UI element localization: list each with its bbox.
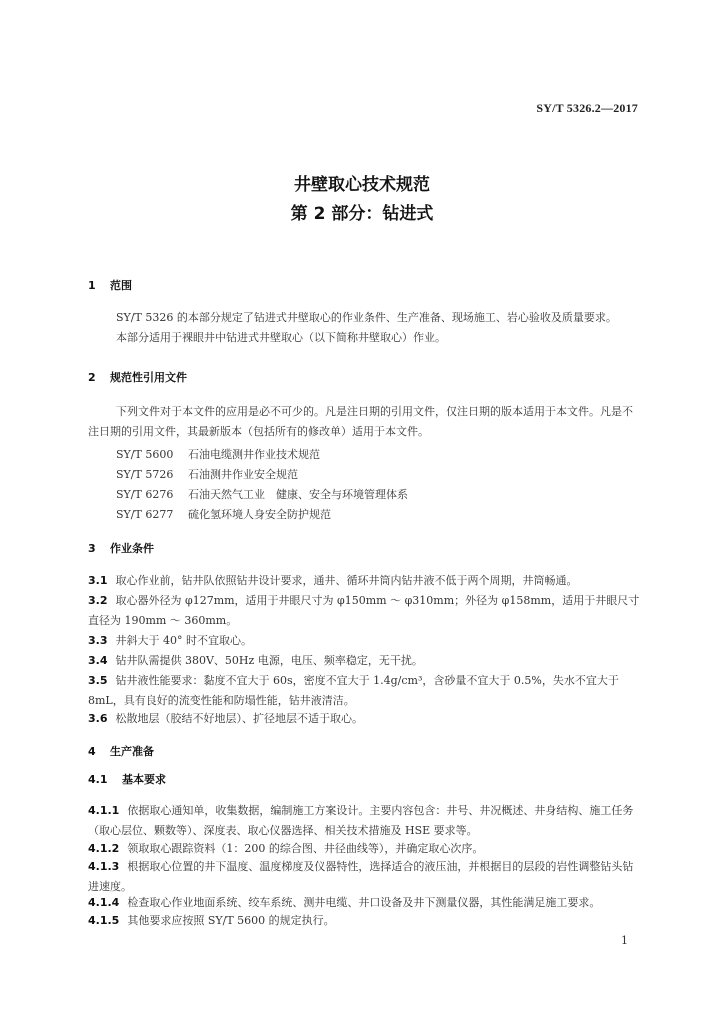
reference-item	[116, 466, 298, 482]
clause-number: 3.2	[88, 594, 108, 607]
clause-item	[88, 591, 640, 631]
clause-number: 3.1	[88, 574, 108, 587]
section-number: 3	[88, 542, 96, 555]
clause-text: 钻井液性能要求：黏度不宜大于 60s，密度不宜大于 1.4g/cm³，含砂量不宜大于 0.5%，失水不宜大于 8mL，具有良好的流变性能和防塌性能，钻井液清洁。	[88, 674, 619, 707]
section-1-heading	[88, 277, 132, 293]
clause-text: 取心器外径为 φ127mm，适用于井眼尺寸为 φ150mm ～ φ310mm；外径为 φ158mm，适用于井眼尺寸直径为 190mm ～ 360mm。	[88, 594, 640, 627]
section-4-heading	[88, 743, 154, 759]
clause-number: 4.1.1	[88, 804, 120, 817]
reference-name: 石油天然气工业 健康、安全与环境管理体系	[188, 488, 408, 501]
clause-item	[88, 709, 640, 729]
clause-text: 根据取心位置的井下温度、温度梯度及仪器特性，选择适合的液压油，并根据目的层段的岩性调整钻头钻进速度。	[88, 860, 634, 893]
page-number: 1	[621, 934, 628, 947]
clause-text: 井斜大于 40° 时不宜取心。	[115, 634, 252, 647]
section-number: 1	[88, 279, 96, 292]
clause-number: 4.1.5	[88, 914, 120, 927]
clause-number: 4.1.3	[88, 860, 120, 873]
section-title: 作业条件	[110, 542, 154, 555]
section-title: 生产准备	[110, 745, 154, 758]
clause-text: 取心作业前，钻井队依照钻井设计要求，通井、循环井筒内钻井液不低于两个周期，井筒畅通。	[115, 574, 578, 587]
clause-text: 其他要求应按照 SY/T 5600 的规定执行。	[127, 914, 335, 927]
clause-item	[88, 857, 640, 897]
reference-code: SY/T 6277	[116, 508, 174, 521]
section-1-paragraph-1: SY/T 5326 的本部分规定了钻进式井壁取心的作业条件、生产准备、现场施工、岩心验收及质量要求。	[116, 311, 617, 324]
reference-code: SY/T 5726	[116, 468, 174, 481]
reference-name: 石油电缆测井作业技术规范	[188, 448, 320, 461]
clause-number: 3.6	[88, 712, 108, 725]
reference-item	[116, 506, 331, 522]
clause-text: 依据取心通知单，收集数据，编制施工方案设计。主要内容包含：井号、井况概述、井身结构、施工任务（取心层位、颗数等）、深度表、取心仪器选择、相关技术措施及 HSE 要求等。	[88, 804, 634, 837]
section-title: 范围	[110, 279, 132, 292]
document-subtitle: 第 2 部分：钻进式	[290, 204, 434, 224]
clause-item	[88, 631, 640, 651]
document-title: 井壁取心技术规范	[294, 175, 430, 195]
section-2-heading	[88, 369, 187, 385]
clause-item	[88, 671, 640, 711]
standard-number: SY/T 5326.2—2017	[536, 101, 638, 115]
subsection-number: 4.1	[88, 773, 108, 786]
section-2-paragraph: 下列文件对于本文件的应用是必不可少的。凡是注日期的引用文件，仅注日期的版本适用于本文件。凡是不注日期的引用文件，其最新版本（包括所有的修改单）适用于本文件。	[88, 405, 633, 438]
reference-item	[116, 446, 320, 462]
subsection-title: 基本要求	[122, 773, 166, 786]
reference-name: 石油测井作业安全规范	[188, 468, 298, 481]
clause-number: 3.5	[88, 674, 108, 687]
clause-text: 检查取心作业地面系统、绞车系统、测井电缆、井口设备及井下测量仪器，其性能满足施工要求。	[127, 896, 601, 909]
clause-item	[88, 839, 640, 859]
reference-code: SY/T 6276	[116, 488, 174, 501]
clause-number: 4.1.2	[88, 842, 120, 855]
clause-text: 钻井队需提供 380V、50Hz 电源，电压、频率稳定，无干扰。	[115, 654, 423, 667]
section-title: 规范性引用文件	[110, 371, 187, 384]
subsection-4-1-heading	[88, 771, 166, 787]
clause-item	[88, 571, 640, 591]
section-3-heading	[88, 540, 154, 556]
clause-item	[88, 893, 640, 913]
clause-item	[88, 801, 640, 841]
section-1-paragraph-2: 本部分适用于裸眼井中钻进式井壁取心（以下简称井壁取心）作业。	[116, 331, 446, 344]
reference-code: SY/T 5600	[116, 448, 174, 461]
clause-number: 3.4	[88, 654, 108, 667]
clause-item	[88, 911, 640, 931]
section-number: 2	[88, 371, 96, 384]
clause-number: 4.1.4	[88, 896, 120, 909]
clause-text: 领取取心跟踪资料（1：200 的综合图、井径曲线等），并确定取心次序。	[127, 842, 484, 855]
clause-text: 松散地层（胶结不好地层）、扩径地层不适于取心。	[115, 712, 363, 725]
reference-item	[116, 486, 408, 502]
reference-name: 硫化氢环境人身安全防护规范	[188, 508, 331, 521]
section-number: 4	[88, 745, 96, 758]
clause-item	[88, 651, 640, 671]
clause-number: 3.3	[88, 634, 108, 647]
